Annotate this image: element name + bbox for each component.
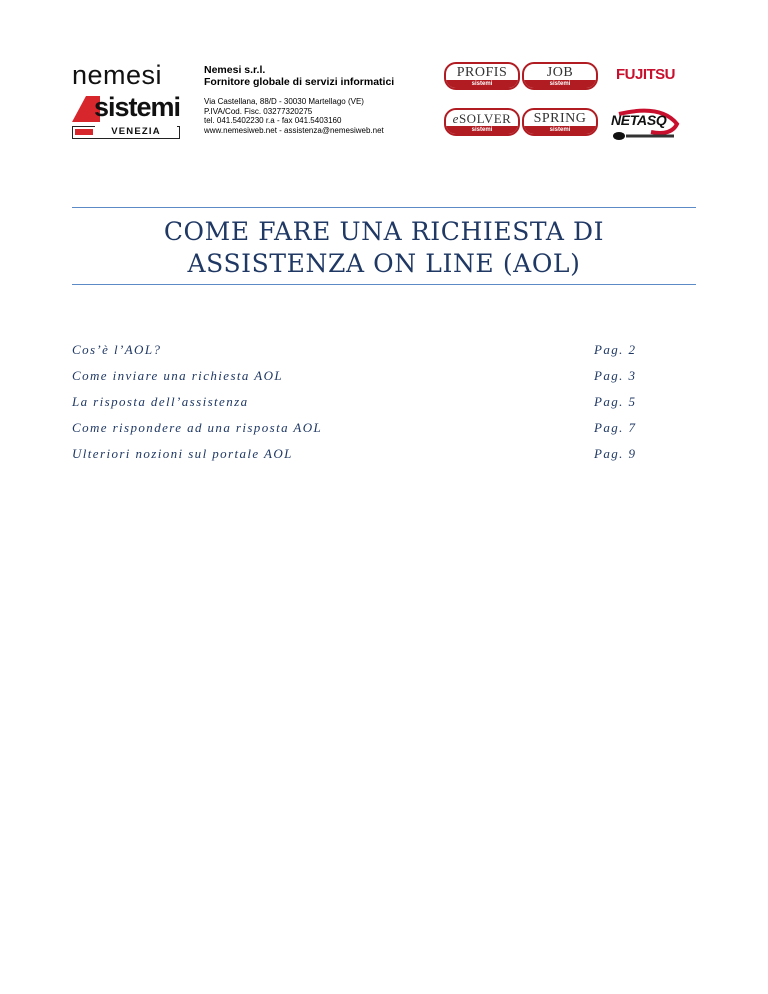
company-info: [204, 64, 424, 135]
title-rule-top: [72, 207, 696, 208]
netasq-logo-text: NETASQ: [611, 112, 667, 128]
job-badge: [522, 62, 598, 90]
toc-entry-page: Pag. 2: [594, 342, 637, 357]
toc-entry-label: Cos’è l’AOL?: [72, 342, 162, 357]
fujitsu-logo: [616, 66, 676, 88]
toc-entry[interactable]: [72, 392, 696, 412]
logo-word-sistemi: sistemi: [94, 92, 181, 122]
company-web: www.nemesiweb.net - assistenza@nemesiweb.net: [204, 125, 384, 135]
document-title: [72, 216, 696, 280]
toc-entry-label: Come inviare una richiesta AOL: [72, 368, 283, 383]
badge-sub: sistemi: [524, 126, 596, 134]
toc-entry-page: Pag. 3: [594, 368, 637, 383]
company-tagline: Fornitore globale di servizi informatici: [204, 76, 395, 88]
toc-entry[interactable]: [72, 340, 696, 360]
badge-name: SPRING: [533, 111, 587, 126]
toc-entry-label: La risposta dell’assistenza: [72, 394, 249, 409]
company-phone: tel. 041.5402230 r.a - fax 041.5403160: [204, 116, 342, 125]
badge-name: SOLVER: [458, 111, 512, 126]
logo-word-venezia: VENEZIA: [95, 126, 177, 137]
badge-name-prefix: e: [452, 111, 459, 126]
toc-entry-label: Ulteriori nozioni sul portale AOL: [72, 446, 293, 461]
badge-sub: sistemi: [524, 80, 596, 88]
profis-badge: [444, 62, 520, 90]
fujitsu-logo-text: FUJITSU: [616, 66, 676, 83]
company-vat: P.IVA/Cod. Fisc. 03277320275: [204, 106, 313, 116]
company-name: Nemesi s.r.l.: [204, 64, 266, 76]
toc-entry[interactable]: [72, 418, 696, 438]
spring-badge: [522, 108, 598, 136]
title-rule-bottom: [72, 284, 696, 285]
toc-entry-page: Pag. 9: [594, 446, 637, 461]
toc-entry-label: Come rispondere ad una risposta AOL: [72, 420, 323, 435]
logo-word-nemesi: nemesi: [72, 60, 163, 90]
badge-name: JOB: [546, 65, 574, 80]
esolver-badge: [444, 108, 520, 136]
title-line-1: COME FARE UNA RICHIESTA DI: [163, 217, 605, 246]
toc-entry-page: Pag. 7: [594, 420, 637, 435]
toc-entry[interactable]: [72, 444, 696, 464]
badge-name: PROFIS: [456, 65, 508, 80]
netasq-logo: [611, 108, 681, 144]
company-address: Via Castellana, 88/D - 30030 Martellago (VE): [204, 97, 364, 106]
nemesi-sistemi-logo: [72, 60, 182, 142]
toc-entry-page: Pag. 5: [594, 394, 637, 409]
badge-sub: sistemi: [446, 126, 518, 134]
badge-sub: sistemi: [446, 80, 518, 88]
title-line-2: ASSISTENZA ON LINE (AOL): [187, 249, 581, 278]
toc-entry[interactable]: [72, 366, 696, 386]
